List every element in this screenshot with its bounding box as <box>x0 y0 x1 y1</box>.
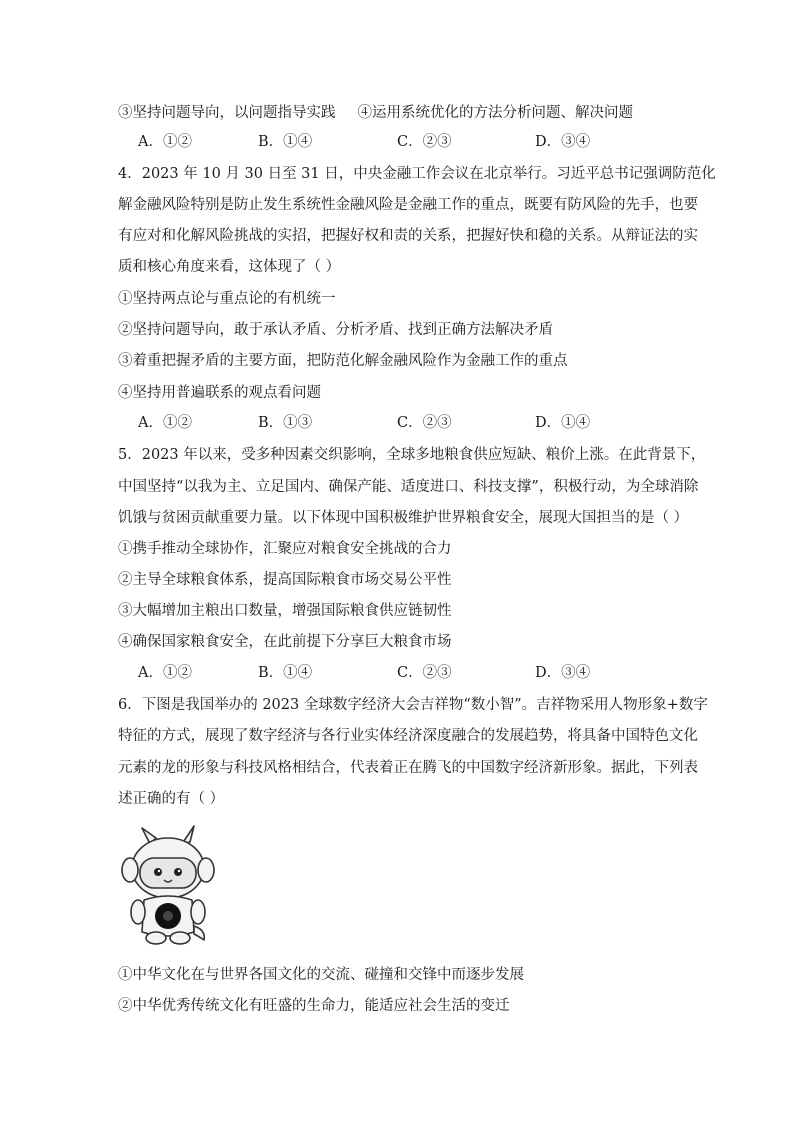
q5-item-3: ③大幅增加主粮出口数量，增强国际粮食供应链韧性 <box>118 603 452 619</box>
q5-item-2: ②主导全球粮食体系，提高国际粮食市场交易公平性 <box>118 572 452 588</box>
q4-stem-line-3: 有应对和化解风险挑战的实招，把握好权和责的关系，把握好快和稳的关系。从辩证法的实 <box>118 228 698 244</box>
mascot-illustration <box>120 822 216 950</box>
q6-item-2: ②中华优秀传统文化有旺盛的生命力，能适应社会生活的变迁 <box>118 998 510 1014</box>
q3-items-row <box>118 103 688 123</box>
q3-option-c[interactable]: C．②③ <box>397 134 452 150</box>
q5-item-1: ①携手推动全球协作，汇聚应对粮食安全挑战的合力 <box>118 541 452 557</box>
q3-options <box>138 132 678 152</box>
q6-stem-line-4: 述正确的有（ ） <box>118 791 225 807</box>
q5-option-b[interactable]: B．①④ <box>258 665 313 681</box>
q5-stem-line-2: 中国坚持“以我为主、立足国内、确保产能、适度进口、科技支撑”，积极行动，为全球消除 <box>118 479 699 495</box>
q4-item-2: ②坚持问题导向，敢于承认矛盾、分析矛盾、找到正确方法解决矛盾 <box>118 322 553 338</box>
q3-option-b[interactable]: B．①④ <box>258 134 313 150</box>
q5-option-d[interactable]: D．③④ <box>535 665 591 681</box>
q3-option-d[interactable]: D．③④ <box>535 134 591 150</box>
q6-item-1: ①中华文化在与世界各国文化的交流、碰撞和交锋中而逐步发展 <box>118 967 524 983</box>
q4-option-d[interactable]: D．①④ <box>535 415 591 431</box>
q4-item-3: ③着重把握矛盾的主要方面，把防范化解金融风险作为金融工作的重点 <box>118 353 568 369</box>
q3-option-a[interactable]: A．①② <box>138 134 192 150</box>
q5-stem-line-1: 5．2023 年以来，受多种因素交织影响，全球多地粮食供应短缺、粮价上涨。在此背景下， <box>118 447 706 463</box>
q6-stem-line-1: 6．下图是我国举办的 2023 全球数字经济大会吉祥物“数小智”。吉祥物采用人物形象+数字 <box>118 697 708 713</box>
q6-stem-line-3: 元素的龙的形象与科技风格相结合，代表着正在腾飞的中国数字经济新形象。据此，下列表 <box>118 760 698 776</box>
q6-stem-line-2: 特征的方式，展现了数字经济与各行业实体经济深度融合的发展趋势，将具备中国特色文化 <box>118 728 698 744</box>
q4-stem-line-1: 4．2023 年 10 月 30 日至 31 日，中央金融工作会议在北京举行。习近平总书记强调防范化 <box>118 166 716 182</box>
q4-item-1: ①坚持两点论与重点论的有机统一 <box>118 291 336 307</box>
q4-stem-line-2: 解金融风险特别是防止发生系统性金融风险是金融工作的重点，既要有防风险的先手，也要 <box>118 197 698 213</box>
q5-option-a[interactable]: A．①② <box>138 665 192 681</box>
q4-option-c[interactable]: C．②③ <box>397 415 452 431</box>
q3-item-3: ③坚持问题导向，以问题指导实践 <box>118 105 336 121</box>
q4-option-a[interactable]: A．①② <box>138 415 192 431</box>
q5-option-c[interactable]: C．②③ <box>397 665 452 681</box>
q5-options <box>138 663 678 683</box>
q4-stem-line-4: 质和核心角度来看，这体现了（ ） <box>118 259 341 275</box>
q3-item-4: ④运用系统优化的方法分析问题、解决问题 <box>357 105 633 121</box>
q4-options <box>138 413 678 433</box>
q5-item-4: ④确保国家粮食安全，在此前提下分享巨大粮食市场 <box>118 634 452 650</box>
q5-stem-line-3: 饥饿与贫困贡献重要力量。以下体现中国积极维护世界粮食安全，展现大国担当的是（ ） <box>118 510 689 526</box>
q4-item-4: ④坚持用普遍联系的观点看问题 <box>118 385 321 401</box>
q4-option-b[interactable]: B．①③ <box>258 415 313 431</box>
